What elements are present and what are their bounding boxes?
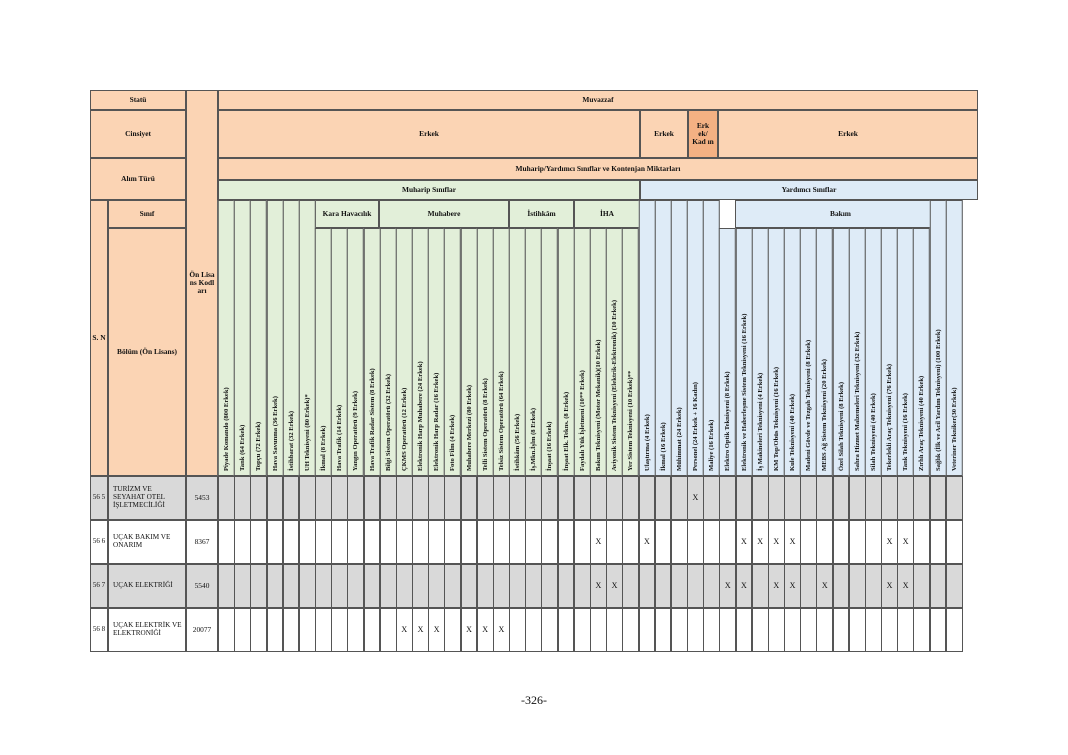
column-header: Elektronik Harp Radar (16 Erkek)	[428, 228, 445, 476]
empty-cell	[541, 520, 558, 564]
empty-cell	[315, 520, 332, 564]
empty-cell	[800, 608, 817, 652]
empty-cell	[703, 564, 720, 608]
empty-cell	[930, 564, 947, 608]
empty-cell	[897, 476, 914, 520]
column-header: Sahra Hizmet Malzemeleri Teknisyeni (32 Erkek)	[849, 228, 866, 476]
empty-cell	[671, 476, 688, 520]
empty-cell	[849, 608, 866, 652]
empty-cell	[331, 608, 348, 652]
column-header: UH Teknisyeni (80 Erkek)*	[299, 200, 316, 476]
empty-cell	[364, 520, 381, 564]
empty-cell	[784, 476, 801, 520]
empty-cell	[655, 520, 672, 564]
empty-cell	[865, 520, 882, 564]
row-code: 20077	[186, 608, 218, 652]
empty-cell	[347, 520, 364, 564]
empty-cell	[234, 608, 251, 652]
empty-cell	[218, 476, 235, 520]
column-header: ÇKMS Operatörü (12 Erkek)	[396, 228, 413, 476]
column-header: İş Makineleri Teknisyeni (4 Erkek)	[752, 228, 769, 476]
empty-cell	[396, 476, 413, 520]
row-sn: 56 7	[90, 564, 108, 608]
empty-cell	[444, 476, 461, 520]
mark-cell: X	[719, 564, 736, 608]
empty-cell	[493, 476, 510, 520]
column-header: Maliye (16 Erkek)	[703, 200, 720, 476]
empty-cell	[736, 608, 753, 652]
column-header: Tekerlekli Araç Teknisyeni (76 Erkek)	[881, 228, 898, 476]
column-header: İkmal (16 Erkek)	[655, 200, 672, 476]
empty-cell	[849, 564, 866, 608]
empty-cell	[558, 520, 575, 564]
column-header: Hava Trafik (14 Erkek)	[331, 228, 348, 476]
empty-cell	[331, 564, 348, 608]
column-header: Zırhlı Araç Teknisyeni (40 Erkek)	[913, 228, 930, 476]
empty-cell	[412, 520, 429, 564]
sinif-label: Sınıf	[108, 200, 186, 228]
column-header: Topçu (72 Erkek)	[250, 200, 267, 476]
empty-cell	[541, 608, 558, 652]
empty-cell	[509, 564, 526, 608]
row-sn: 56 8	[90, 608, 108, 652]
empty-cell	[331, 476, 348, 520]
mark-cell: X	[590, 520, 607, 564]
empty-cell	[671, 520, 688, 564]
mark-cell: X	[768, 564, 785, 608]
empty-cell	[380, 564, 397, 608]
column-header: Sağlık (İlk ve Acil Yardım Teknisyeni) (100 Erkek)	[930, 200, 947, 476]
column-header: MEBS Ağ Sistem Teknisyeni (20 Erkek)	[816, 228, 833, 476]
mark-cell: X	[736, 520, 753, 564]
empty-cell	[218, 520, 235, 564]
cinsiyet-label: Cinsiyet	[90, 110, 186, 158]
empty-cell	[541, 564, 558, 608]
empty-cell	[930, 520, 947, 564]
empty-cell	[946, 520, 963, 564]
empty-cell	[930, 476, 947, 520]
empty-cell	[558, 564, 575, 608]
empty-cell	[541, 476, 558, 520]
yardimci-siniflar-label: Yardımcı Sınıflar	[640, 180, 978, 200]
empty-cell	[525, 476, 542, 520]
kodlari-label: Ön Lisa ns Kodl arı	[186, 90, 218, 476]
mark-cell: X	[590, 564, 607, 608]
empty-cell	[800, 520, 817, 564]
empty-cell	[283, 608, 300, 652]
mark-cell: X	[897, 564, 914, 608]
empty-cell	[719, 608, 736, 652]
alim-turu-label: Alım Türü	[90, 158, 186, 200]
empty-cell	[250, 520, 267, 564]
empty-cell	[590, 476, 607, 520]
empty-cell	[816, 476, 833, 520]
kara-havacilik-label: Kara Havacılık	[315, 200, 379, 228]
empty-cell	[364, 564, 381, 608]
mark-cell: X	[687, 476, 704, 520]
empty-cell	[671, 608, 688, 652]
empty-cell	[833, 520, 850, 564]
empty-cell	[347, 476, 364, 520]
column-header: Yangın Operatörü (9 Erkek)	[347, 228, 364, 476]
empty-cell	[719, 520, 736, 564]
mark-cell: X	[816, 564, 833, 608]
mark-cell: X	[493, 608, 510, 652]
empty-cell	[509, 608, 526, 652]
empty-cell	[509, 476, 526, 520]
erkek-right-label: Erkek	[718, 110, 978, 158]
mark-cell: X	[897, 520, 914, 564]
empty-cell	[622, 476, 639, 520]
empty-cell	[687, 564, 704, 608]
empty-cell	[574, 608, 591, 652]
empty-cell	[816, 608, 833, 652]
empty-cell	[234, 476, 251, 520]
column-header: Hava Trafik Radar Sistem (8 Erkek)	[364, 228, 381, 476]
empty-cell	[671, 564, 688, 608]
empty-cell	[428, 476, 445, 520]
mark-cell: X	[639, 520, 656, 564]
column-header: Personel (24 Erkek + 16 Kadın)	[687, 200, 704, 476]
empty-cell	[412, 564, 429, 608]
column-header: Elektro Optik Teknisyeni (8 Erkek)	[719, 228, 736, 476]
column-header: Elektronik Harp Muhabere (24 Erkek)	[412, 228, 429, 476]
mark-cell: X	[752, 520, 769, 564]
column-header: Kule Teknisyeni (40 Erkek)	[784, 228, 801, 476]
empty-cell	[525, 608, 542, 652]
mark-cell: X	[396, 608, 413, 652]
column-header: Foto Film (4 Erkek)	[444, 228, 461, 476]
mark-cell: X	[736, 564, 753, 608]
row-sn: 56 5	[90, 476, 108, 520]
empty-cell	[250, 564, 267, 608]
empty-cell	[283, 564, 300, 608]
row-code: 8367	[186, 520, 218, 564]
empty-cell	[946, 476, 963, 520]
empty-cell	[606, 476, 623, 520]
empty-cell	[380, 476, 397, 520]
empty-cell	[396, 564, 413, 608]
row-bolum: UÇAK ELEKTRİĞİ	[108, 564, 186, 608]
empty-cell	[639, 476, 656, 520]
empty-cell	[865, 608, 882, 652]
page-number: -326-	[521, 693, 547, 707]
empty-cell	[477, 564, 494, 608]
column-header: Telli Sistem Operatörü (8 Erkek)	[477, 228, 494, 476]
empty-cell	[315, 608, 332, 652]
column-header: Piyade Komando (800 Erkek)	[218, 200, 235, 476]
muharip-siniflar-label: Muharip Sınıflar	[218, 180, 640, 200]
empty-cell	[752, 564, 769, 608]
empty-cell	[218, 564, 235, 608]
empty-cell	[622, 608, 639, 652]
empty-cell	[833, 476, 850, 520]
empty-cell	[655, 564, 672, 608]
empty-cell	[558, 476, 575, 520]
row-code: 5453	[186, 476, 218, 520]
column-header: İş.Mkn.İşlm (8 Erkek)	[525, 228, 542, 476]
empty-cell	[687, 608, 704, 652]
empty-cell	[639, 608, 656, 652]
empty-cell	[913, 608, 930, 652]
column-header: Özel Silah Teknisyeni (8 Erkek)	[833, 228, 850, 476]
column-header: İnşaat Elk. Tekns. (8 Erkek)	[558, 228, 575, 476]
column-header: Bakım Teknisyeni (Motor Mekanik)(10 Erkek)	[590, 228, 607, 476]
empty-cell	[364, 476, 381, 520]
empty-cell	[412, 476, 429, 520]
empty-cell	[558, 608, 575, 652]
column-header: İkmal (8 Erkek)	[315, 228, 332, 476]
empty-cell	[428, 520, 445, 564]
empty-cell	[703, 520, 720, 564]
column-header: Elektronik ve Haberleşme Sistem Teknisyeni (16 Erkek)	[736, 228, 753, 476]
muhabere-label: Muhabere	[379, 200, 509, 228]
empty-cell	[461, 520, 478, 564]
mark-cell: X	[477, 608, 494, 652]
muharip-yardimci-title: Muharip/Yardımcı Sınıflar ve Kontenjan Miktarları	[218, 158, 978, 180]
bolum-label: Bölüm (Ön Lisans)	[108, 228, 186, 476]
empty-cell	[267, 476, 284, 520]
row-code: 5540	[186, 564, 218, 608]
row-bolum: TURİZM VE SEYAHAT OTEL İŞLETMECİLİĞİ	[108, 476, 186, 520]
column-header: Tank Teknisyeni (16 Erkek)	[897, 228, 914, 476]
empty-cell	[913, 520, 930, 564]
mark-cell: X	[784, 520, 801, 564]
empty-cell	[752, 476, 769, 520]
istihkam-label: İstihkâm	[509, 200, 574, 228]
empty-cell	[461, 476, 478, 520]
column-header: Bilgi Sistem Operatörü (32 Erkek)	[380, 228, 397, 476]
mark-cell: X	[881, 520, 898, 564]
empty-cell	[493, 564, 510, 608]
column-header: Silah Teknisyeni (40 Erkek)	[865, 228, 882, 476]
muvazzaf-label: Muvazzaf	[218, 90, 978, 110]
empty-cell	[913, 564, 930, 608]
empty-cell	[267, 564, 284, 608]
empty-cell	[493, 520, 510, 564]
empty-cell	[283, 476, 300, 520]
empty-cell	[380, 520, 397, 564]
column-header: Ulaştırma (4 Erkek)	[639, 200, 656, 476]
empty-cell	[622, 564, 639, 608]
empty-cell	[267, 520, 284, 564]
empty-cell	[525, 520, 542, 564]
empty-cell	[752, 608, 769, 652]
statu-label: Statü	[90, 90, 186, 110]
empty-cell	[461, 564, 478, 608]
empty-cell	[897, 608, 914, 652]
column-header: Hava Savunma (36 Erkek)	[267, 200, 284, 476]
column-header: İstihbarat (32 Erkek)	[283, 200, 300, 476]
column-header: Telsiz Sistem Operatörü (64 Erkek)	[493, 228, 510, 476]
empty-cell	[881, 608, 898, 652]
empty-cell	[703, 476, 720, 520]
empty-cell	[444, 564, 461, 608]
empty-cell	[396, 520, 413, 564]
mark-cell: X	[412, 608, 429, 652]
empty-cell	[250, 476, 267, 520]
empty-cell	[267, 608, 284, 652]
empty-cell	[768, 608, 785, 652]
empty-cell	[218, 608, 235, 652]
sn-label: S. N	[90, 200, 108, 476]
empty-cell	[881, 476, 898, 520]
empty-cell	[622, 520, 639, 564]
bakim-label: Bakım	[735, 200, 946, 228]
empty-cell	[331, 520, 348, 564]
empty-cell	[234, 520, 251, 564]
empty-cell	[283, 520, 300, 564]
empty-cell	[816, 520, 833, 564]
mark-cell: X	[784, 564, 801, 608]
column-header: Veteriner Tekniker(30 Erkek)	[946, 200, 963, 476]
column-header: Yer Sistem Teknisyeni (10 Erkek)**	[622, 228, 639, 476]
mark-cell: X	[428, 608, 445, 652]
empty-cell	[736, 476, 753, 520]
empty-cell	[428, 564, 445, 608]
empty-cell	[865, 564, 882, 608]
empty-cell	[477, 476, 494, 520]
column-header: İnşaat (16 Erkek)	[541, 228, 558, 476]
empty-cell	[833, 608, 850, 652]
row-bolum: UÇAK BAKIM VE ONARIM	[108, 520, 186, 564]
empty-cell	[444, 608, 461, 652]
column-header: Mühimmat (24 Erkek)	[671, 200, 688, 476]
empty-cell	[849, 476, 866, 520]
empty-cell	[315, 564, 332, 608]
erkek-personel-label: Erkek	[640, 110, 688, 158]
empty-cell	[574, 476, 591, 520]
empty-cell	[250, 608, 267, 652]
empty-cell	[703, 608, 720, 652]
empty-cell	[865, 476, 882, 520]
column-header: Aviyonik Sistem Teknisyeni (Elektrik-Elektronik) (10 Erkek)	[606, 228, 623, 476]
empty-cell	[299, 476, 316, 520]
mark-cell: X	[461, 608, 478, 652]
empty-cell	[364, 608, 381, 652]
empty-cell	[655, 608, 672, 652]
empty-cell	[719, 476, 736, 520]
empty-cell	[655, 476, 672, 520]
row-sn: 56 6	[90, 520, 108, 564]
empty-cell	[574, 564, 591, 608]
empty-cell	[299, 608, 316, 652]
empty-cell	[525, 564, 542, 608]
empty-cell	[590, 608, 607, 652]
column-header: KM Top/Obüs Teknisyeni (16 Erkek)	[768, 228, 785, 476]
empty-cell	[784, 608, 801, 652]
mark-cell: X	[881, 564, 898, 608]
empty-cell	[444, 520, 461, 564]
empty-cell	[606, 520, 623, 564]
mark-cell: X	[768, 520, 785, 564]
empty-cell	[477, 520, 494, 564]
column-header: Muhabere Merkezi (80 Erkek)	[461, 228, 478, 476]
column-header: Faydalı Yük İşletmeni (10** Erkek)	[574, 228, 591, 476]
erkek-kadin-label: Erk ek/ Kad ın	[688, 110, 718, 158]
empty-cell	[800, 564, 817, 608]
empty-cell	[687, 520, 704, 564]
empty-cell	[913, 476, 930, 520]
empty-cell	[946, 564, 963, 608]
column-header: Madeni Gövde ve Tezgah Teknisyeni (8 Erkek)	[800, 228, 817, 476]
empty-cell	[833, 564, 850, 608]
erkek-main-label: Erkek	[218, 110, 640, 158]
empty-cell	[299, 564, 316, 608]
empty-cell	[509, 520, 526, 564]
empty-cell	[299, 520, 316, 564]
empty-cell	[234, 564, 251, 608]
column-header: İstihkâm (56 Erkek)	[509, 228, 526, 476]
empty-cell	[315, 476, 332, 520]
empty-cell	[849, 520, 866, 564]
mark-cell: X	[606, 564, 623, 608]
empty-cell	[347, 608, 364, 652]
empty-cell	[800, 476, 817, 520]
iha-label: İHA	[574, 200, 640, 228]
empty-cell	[606, 608, 623, 652]
empty-cell	[639, 564, 656, 608]
empty-cell	[380, 608, 397, 652]
empty-cell	[768, 476, 785, 520]
empty-cell	[930, 608, 947, 652]
column-header: Tank (64 Erkek)	[234, 200, 251, 476]
empty-cell	[574, 520, 591, 564]
empty-cell	[946, 608, 963, 652]
empty-cell	[347, 564, 364, 608]
row-bolum: UÇAK ELEKTRİK VE ELEKTRONİĞİ	[108, 608, 186, 652]
